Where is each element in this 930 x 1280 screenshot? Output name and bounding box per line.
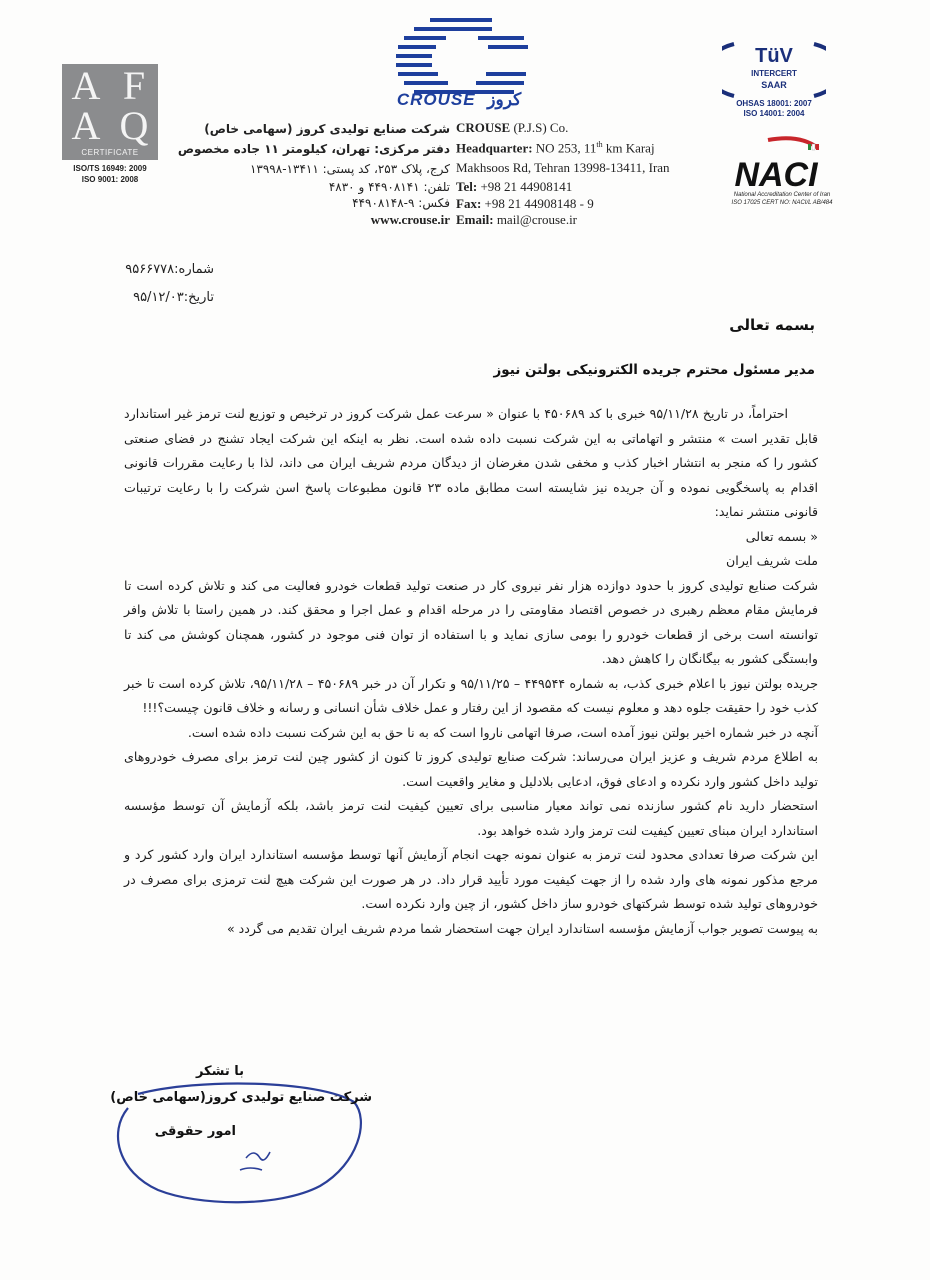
- header-company-fa: شرکت صنایع تولیدی کروز (سهامی خاص): [204, 122, 450, 136]
- naci-letters: NACI: [734, 156, 818, 194]
- signature-department: امور حقوقی: [154, 1124, 236, 1139]
- naci-logo-icon: [728, 134, 826, 194]
- afaq-certificate-logo: [62, 64, 158, 160]
- signature-thanks: با تشکر: [195, 1064, 244, 1079]
- crouse-wordmark-fa: کروز: [487, 90, 522, 109]
- addressee: مدیر مسئول محترم جریده الکترونیکی بولتن نیوز: [493, 362, 815, 378]
- header-hq-tail: km Karaj: [602, 140, 655, 156]
- header-company-en: [456, 120, 568, 136]
- header-company-bold: CROUSE: [456, 120, 511, 135]
- naci-line1: National Accreditation Center of Iran: [733, 192, 831, 198]
- naci-line2: ISO 17025 CERT NO: NACI/L AB/484: [731, 200, 833, 206]
- header-hq-value: NO 253, 11: [532, 140, 597, 156]
- afaq-iso-line: ISO/TS 16949: 2009: [73, 164, 147, 173]
- header-website: www.crouse.ir: [370, 212, 450, 227]
- header-tel-value: +98 21 44908141: [477, 179, 573, 194]
- body-paragraph: ملت شریف ایران: [725, 553, 818, 568]
- header-fax-en: [456, 196, 594, 212]
- header-email-value: mail@crouse.ir: [493, 212, 578, 227]
- signature-company: شرکت صنایع تولیدی کروز(سهامی خاص): [110, 1090, 372, 1105]
- letter-date: تاریخ:۹۵/۱۲/۰۳: [133, 290, 214, 305]
- afaq-letter: A: [71, 103, 101, 148]
- header-email-label: Email:: [456, 212, 494, 227]
- header-address2-fa: کرج، پلاک ۲۵۳، کد پستی: ۱۳۴۱۱-۱۳۹۹۸: [249, 162, 450, 176]
- header-tel-en: [456, 179, 572, 195]
- crouse-wordmark: [384, 90, 534, 110]
- header-hq-sup: th: [596, 140, 603, 149]
- header-fax-label: Fax:: [456, 196, 482, 211]
- header-phone-fa: تلفن: ۴۴۹۰۸۱۴۱ و ۴۸۳۰: [328, 180, 450, 194]
- body-paragraph: جریده بولتن نیوز با اعلام خبری کذب، به شماره ۴۴۹۵۴۴ – ۹۵/۱۱/۲۵ و تکرار آن در خبر ۴۵۰۶۸۹ – ۹۵/۱۱/۲۸، تلاش کرده است تا خبر کذب خود را حقیقت جلوه دهد و معلوم نیست که مقصود از این رفتار و عمل خلاف شأن انسانی و رسانه و خلاف قانون چیست؟!!!: [124, 675, 818, 715]
- header-fax-fa: فکس: ۹-۴۴۹۰۸۱۴۸: [352, 196, 450, 210]
- header-tel-label: Tel:: [456, 179, 478, 194]
- body-paragraph: به اطلاع مردم شریف و عزیز ایران می‌رساند: شرکت صنایع تولیدی کروز تا کنون از کشور چین لنت ترمز برای مصرف خودروهای تولید داخل کشور وارد نکرده و ادعای فوق، ادعایی بلادلیل و مغایر واقعیت است.: [124, 749, 818, 789]
- header-fax-value: +98 21 44908148 - 9: [481, 196, 594, 211]
- tuv-ohsas-line: OHSAS 18001: 2007: [736, 99, 812, 108]
- body-paragraph: احتراماً، در تاریخ ۹۵/۱۱/۲۸ خبری با کد ۴۵۰۶۸۹ با عنوان « سرعت عمل شرکت کروز در ترخیص و توزیع لنت ترمز غیر استاندارد قابل تقدیر است » منتشر و اتهاماتی به این شرکت نسبت داده شده است. نظر به اینکه این شرکت ایجاد تشنج در فضای صنعتی کشور را که منجر به انتشار اخبار کذب و مخفی شدن مغرضان از دیدگان مردم شریف ایران می داند، لذا با رعایت مقررات قانونی اقدام به پاسخگویی نموده و آن جریده نیز شایسته است مطابق ماده ۲۳ قانون مطبوعات پاسخ اسن شرکت را با رعایت ترتیبات قانونی منتشر نماید:: [124, 406, 818, 519]
- afaq-certificate-label: CERTIFICATE: [81, 148, 139, 157]
- body-paragraph: این شرکت صرفا تعدادی محدود لنت ترمز به عنوان نمونه جهت انجام آزمایش آنها توسط مؤسسه استاندارد ایران وارد کشور کرد و مرجع مذکور نمونه های وارد شده را از جهت کیفیت مورد تأیید قرار داد. در هر صورت این شرکت هیچ لنت ترمزی برای مصرف در خودروهای تولید شده توسط شرکتهای خودرو ساز داخل کشور، از چین وارد نکرده است.: [124, 847, 818, 911]
- body-paragraph: « بسمه تعالی: [745, 528, 818, 544]
- tuv-intercert-logo-icon: [722, 38, 826, 102]
- body-paragraph: به پیوست تصویر جواب آزمایش مؤسسه استاندارد ایران جهت استحضار شما مردم شریف ایران تقدیم می گردد »: [226, 920, 818, 936]
- header-hq-en: [456, 140, 655, 156]
- tuv-saar-label: SAAR: [761, 80, 787, 90]
- header-hq-label: Headquarter:: [456, 140, 533, 156]
- tuv-iso-line: ISO 14001: 2004: [743, 109, 805, 118]
- afaq-iso-line: ISO 9001: 2008: [81, 175, 139, 184]
- afaq-letter: A: [71, 63, 101, 108]
- header-email-en: [456, 212, 577, 228]
- salutation: بسمه تعالی: [729, 316, 815, 334]
- tuv-label: TüV: [755, 45, 793, 67]
- afaq-letter: Q: [119, 103, 149, 148]
- header-company-rest: (P.J.S) Co.: [510, 120, 569, 135]
- header-address1-fa: دفتر مرکزی: تهران، کیلومتر ۱۱ جاده مخصوص: [177, 142, 450, 156]
- header-address2-en: Makhsoos Rd, Tehran 13998-13411, Iran: [456, 160, 670, 175]
- body-paragraph: آنچه در خبر شماره اخیر بولتن نیوز آمده است، صرفا اتهامی ناروا است که به نا حق به این شرکت نسبت داده شده است.: [187, 724, 818, 740]
- letter-number: شماره:۹۵۶۶۷۷۸: [125, 262, 214, 277]
- body-paragraph: شرکت صنایع تولیدی کروز با حدود دوازده هزار نفر نیروی کار در صنعت تولید قطعات خودرو فعالیت می کند و تلاش کرده است تا فرمایش مقام معظم رهبری در خصوص اقتصاد مقاومتی را در مرحله اقدام و عمل اجرا و محقق کند. در همین راستا با تلاش وافر توانسته است برخی از قطعات خودرو را بومی سازی نماید و با استفاده از توان فنی موجود در کشور، همچنان کوشش می کند تا وابستگی کشور به بیگانگان را کاهش دهد.: [124, 577, 818, 666]
- crouse-wordmark-en: CROUSE: [396, 90, 476, 109]
- body-paragraph: استحضار دارید نام کشور سازنده نمی تواند معیار مناسبی برای تعیین کیفیت لنت ترمز باشد، بلکه آزمایش آن توسط مؤسسه استاندارد ایران مبنای تعیین کیفیت لنت ترمز وارد شده خواهد بود.: [124, 798, 818, 838]
- afaq-letter: F: [122, 63, 146, 108]
- letter-body: [124, 402, 818, 941]
- tuv-intercert-label: INTERCERT: [751, 69, 797, 78]
